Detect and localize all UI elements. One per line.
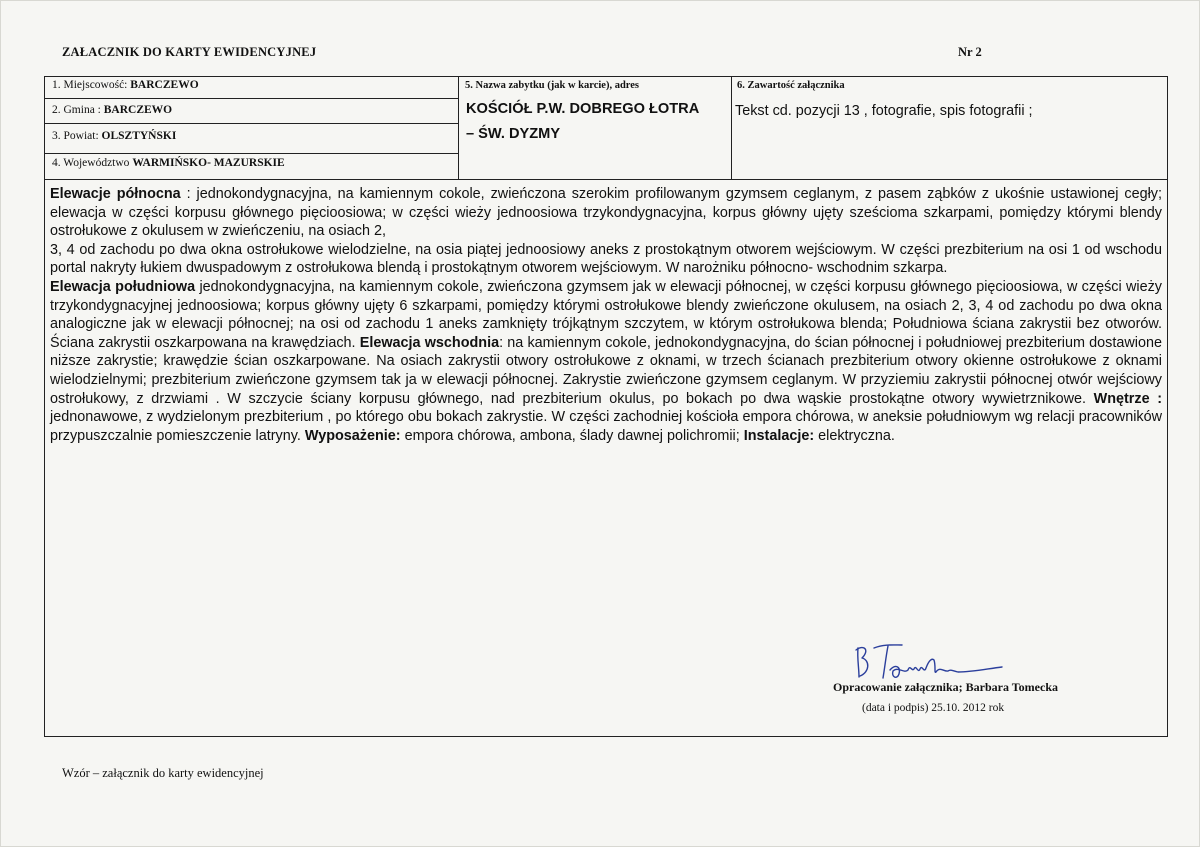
north-elevation-heading: Elewacje północna bbox=[50, 186, 181, 202]
interior-text: jednonawowe, z wydzielonym prezbiterium , po którego obu bokach zakrystie. W części zachodniej kościoła empora chórowa, w aneksie południowym wg relacji pracowników przypuszczalnie pomieszczenie latryny. bbox=[50, 409, 1162, 444]
installations-text: elektryczna. bbox=[814, 427, 895, 444]
commune-value: BARCZEWO bbox=[103, 104, 173, 116]
voivodeship-value: WARMIŃSKO- MAZURSKIE bbox=[132, 157, 285, 169]
north-elevation-text: : jednokondygnacyjna, na kamiennym cokole, zwieńczona szerokim profilowanym gzymsem ceglanym, z pasem ząbków z ukośnie ustawionej cegły; elewacja w części korpusu głównego pięcioosiowa; w części wieży jednoosiowa trzykondygnacyjna, korpus główny ujęty sześcioma szkarpami, pomiędzy którymi blendy ostrołukowe z okulusem w zwieńczeniu, na osiach 2, bbox=[50, 186, 1162, 240]
contents-label: 6. Zawartość załącznika bbox=[737, 80, 845, 91]
locality-value: BARCZEWO bbox=[130, 79, 199, 91]
county-value: OLSZTYŃSKI bbox=[101, 130, 177, 142]
description-paragraph-3 bbox=[50, 278, 1162, 445]
south-elevation-text: jednokondygnacyjna, na kamiennym cokole, zwieńczona gzymsem jak w elewacji północnej, w części korpusu głównego pięcioosiowa, w części wieży trzykondygnacyjnej jednoosiowa; korpus główny ujęty 6 szkarpami, pomiędzy którymi ostrołukowe blendy zwieńczone okulusem, na osiach 2, 3, 4 od zachodu po dwa okna analogiczne jak w elewacji północnej; na osi od zachodu 1 aneks zamknięty trójkątnym szczytem, w którym ostrołukowa blenda; Południowa ściana zakrystii bez otworów. Ściana zakrystii oszkarpowana na krawędziach. bbox=[50, 278, 1162, 351]
commune-field bbox=[52, 104, 172, 116]
commune-label: 2. Gmina : bbox=[52, 104, 101, 116]
attachment-number: Nr 2 bbox=[958, 45, 982, 59]
north-elevation-text-cont: 3, 4 od zachodu po dwa okna ostrołukowe wielodzielne, na osia piątej jednoosiowy aneks z prostokątnym otworem wejściowym. W części prezbiterium na osi 1 od wschodu portal nakryty łukiem dwuspadowym z ostrołukowa blendą i prostokątnym otworem wejściowym. W narożniku północno- wschodnim szkarpa. bbox=[50, 241, 1162, 277]
column-divider-1 bbox=[458, 76, 459, 179]
south-elevation-heading: Elewacja południowa bbox=[50, 278, 196, 295]
prepared-by: Opracowanie załącznika; Barbara Tomecka bbox=[833, 680, 1058, 694]
description-body bbox=[50, 185, 1162, 445]
description-paragraph-1 bbox=[50, 185, 1162, 241]
row-divider-2 bbox=[44, 123, 458, 124]
monument-label: 5. Nazwa zabytku (jak w karcie), adres bbox=[465, 80, 640, 91]
contents-value: Tekst cd. pozycji 13 , fotografie, spis fotografii ; bbox=[735, 103, 1033, 119]
row-divider-1 bbox=[44, 98, 458, 99]
county-field bbox=[52, 130, 176, 142]
column-divider-2 bbox=[731, 76, 732, 179]
locality-field bbox=[52, 79, 199, 91]
monument-name-line2: – ŚW. DYZMY bbox=[466, 126, 561, 142]
description-paragraph-2 bbox=[50, 241, 1162, 278]
voivodeship-label: 4. Województwo bbox=[52, 157, 130, 169]
east-elevation-heading: Elewacja wschodnia bbox=[359, 334, 500, 351]
row-divider-3 bbox=[44, 153, 458, 154]
monument-name-line1: KOŚCIÓŁ P.W. DOBREGO ŁOTRA bbox=[466, 101, 700, 117]
furnishings-text: empora chórowa, ambona, ślady dawnej polichromii; bbox=[400, 427, 744, 444]
county-label: 3. Powiat: bbox=[52, 130, 99, 142]
handwritten-signature bbox=[850, 636, 1020, 686]
document-title: ZAŁACZNIK DO KARTY EWIDENCYJNEJ bbox=[62, 45, 317, 59]
header-bottom-divider bbox=[44, 179, 1168, 180]
east-elevation-text: : na kamiennym cokole, jednokondygnacyjna, do ścian północnej i południowej prezbiterium dostawione niższe zakrystie; krawędzie ścian oszkarpowane. Na osiach zakrystii otwory ostrołukowe z oknami, w trzech ścianach prezbiterium otwory okienne ostrołukowe z oknami wielodzielnymi; prezbiterium zwieńczone gzymsem tak ja w elewacji północnej. Zakrystie zwieńczone gzymsem ceglanym. W przyziemiu zakrystii północnej otwór wejściowy ostrołukowy, z drzwiami . W szczycie ściany korpusu głównego, nad prezbiterium okulus, po bokach po dwa wąskie prostokątne otwory wywietrznikowe. bbox=[50, 334, 1162, 407]
voivodeship-field bbox=[52, 157, 285, 169]
locality-label: 1. Miejscowość: bbox=[52, 79, 128, 91]
furnishings-heading: Wyposażenie: bbox=[304, 427, 401, 444]
date-and-signature: (data i podpis) 25.10. 2012 rok bbox=[862, 702, 1005, 714]
interior-heading: Wnętrze : bbox=[1093, 390, 1163, 407]
installations-heading: Instalacje: bbox=[743, 427, 815, 444]
footer-note: Wzór – załącznik do karty ewidencyjnej bbox=[62, 766, 264, 780]
